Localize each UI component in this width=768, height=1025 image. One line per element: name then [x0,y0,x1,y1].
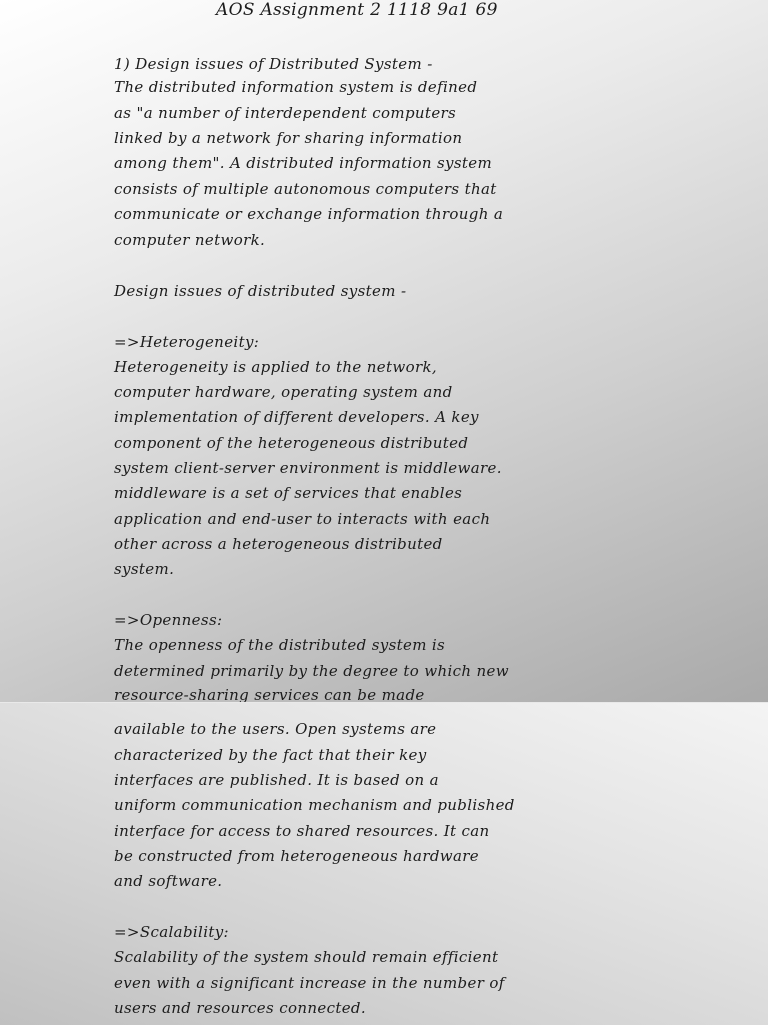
assignment-title: AOS Assignment 2 1118 9a1 69 [216,0,498,20]
text-line: The distributed information system is defined [114,78,478,96]
text-line: computer hardware, operating system and [114,383,453,401]
text-line: computer network. [114,231,266,249]
text-line: as "a number of interdependent computers [114,104,457,122]
text-line: Scalability of the system should remain efficient [114,948,499,966]
text-line: uniform communication mechanism and published [114,796,515,814]
text-line: application and end-user to interacts with each [114,510,491,528]
text-line: consists of multiple autonomous computers that [114,180,497,198]
text-line: even with a significant increase in the number of [114,974,505,992]
text-line: system. [114,560,175,578]
text-line: linked by a network for sharing information [114,129,463,147]
subheading-heterogeneity: =>Heterogeneity: [114,333,260,351]
text-line: other across a heterogeneous distributed [114,535,443,553]
text-line: determined primarily by the degree to which new [114,662,509,680]
subheading-openness: =>Openness: [114,611,223,629]
text-line: characterized by the fact that their key [114,746,427,764]
text-line: middleware is a set of services that enables [114,484,463,502]
section-heading: Design issues of distributed system - [114,282,407,300]
text-line: component of the heterogeneous distributed [114,434,469,452]
scanned-page-bottom [0,702,768,1025]
question-heading: 1) Design issues of Distributed System - [114,55,433,73]
text-line: interface for access to shared resources. It can [114,822,490,840]
text-line: interfaces are published. It is based on a [114,771,439,789]
text-line: among them". A distributed information system [114,154,493,172]
text-line: users and resources connected. [114,999,367,1017]
subheading-scalability: =>Scalability: [114,923,229,941]
text-line: available to the users. Open systems are [114,720,437,738]
text-line: be constructed from heterogeneous hardware [114,847,480,865]
text-line: Heterogeneity is applied to the network, [114,358,438,376]
text-line: The openness of the distributed system is [114,636,446,654]
text-line: system client-server environment is middleware. [114,459,502,477]
text-line: resource-sharing services can be made [114,686,425,702]
text-line: and software. [114,872,223,890]
text-line: implementation of different developers. A key [114,408,479,426]
text-line: communicate or exchange information through a [114,205,504,223]
